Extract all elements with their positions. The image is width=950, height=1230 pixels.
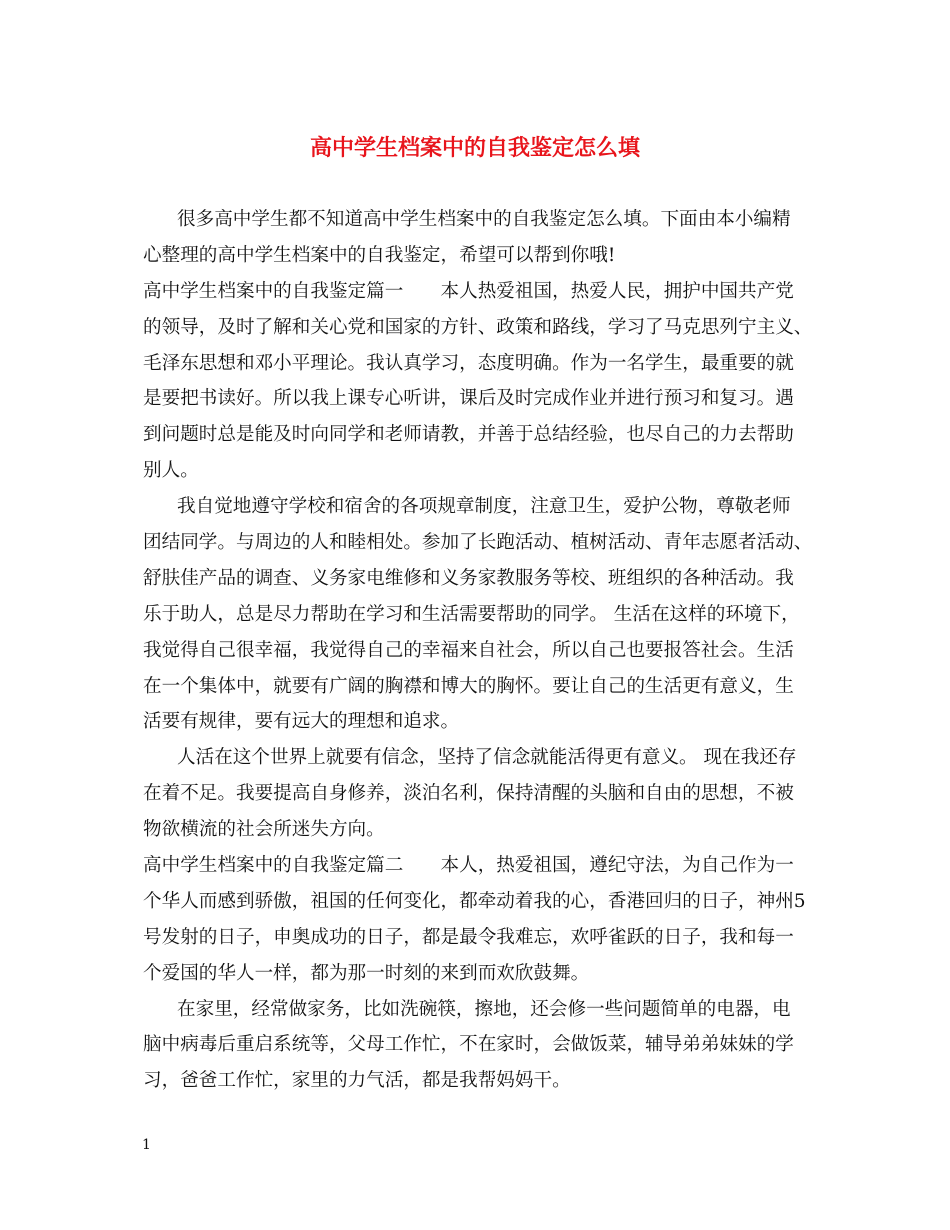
paragraph (143, 992, 823, 1100)
text-line: 舒肤佳产品的调查、义务家电维修和义务家教服务等校、班组织的各种活动。我 (143, 567, 794, 589)
text-line: 个华人而感到骄傲，祖国的任何变化，都牵动着我的心，香港回归的日子，神州5 (143, 890, 806, 912)
text-line: 高中学生档案中的自我鉴定篇二 本人，热爱祖国，遵纪守法，为自己作为一 (143, 855, 794, 877)
text-line: 毛泽东思想和邓小平理论。我认真学习，态度明确。作为一名学生，最重要的就 (143, 352, 794, 374)
paragraph (143, 848, 823, 992)
paragraph (143, 489, 823, 740)
text-line: 号发射的日子，申奥成功的日子，都是最令我难忘，欢呼雀跃的日子，我和每一 (143, 926, 794, 948)
text-line: 的领导，及时了解和关心党和国家的方针、政策和路线，学习了马克思列宁主义、 (143, 316, 813, 338)
text-line: 在着不足。我要提高自身修养，淡泊名利，保持清醒的头脑和自由的思想，不被 (143, 783, 794, 805)
document-title: 高中学生档案中的自我鉴定怎么填 (309, 135, 640, 161)
paragraph (143, 202, 823, 274)
text-line: 心整理的高中学生档案中的自我鉴定，希望可以帮到你哦! (143, 244, 616, 266)
text-line: 别人。 (143, 460, 199, 482)
text-line: 我自觉地遵守学校和宿舍的各项规章制度，注意卫生，爱护公物，尊敬老师 (177, 496, 791, 518)
text-line: 人活在这个世界上就要有信念，坚持了信念就能活得更有意义。 现在我还存 (177, 747, 797, 769)
text-line: 在一个集体中，就要有广阔的胸襟和博大的胸怀。要让自己的生活更有意义，生 (143, 675, 794, 697)
text-line: 脑中病毒后重启系统等，父母工作忙，不在家时，会做饭菜，辅导弟弟妹妹的学 (143, 1034, 794, 1056)
page-number: 1 (142, 1137, 151, 1153)
document-body (143, 202, 823, 1099)
text-line: 我觉得自己很幸福，我觉得自己的幸福来自社会，所以自己也要报答社会。生活 (143, 639, 794, 661)
text-line: 高中学生档案中的自我鉴定篇一 本人热爱祖国，热爱人民，拥护中国共产党 (143, 280, 794, 302)
text-line: 是要把书读好。所以我上课专心听讲，课后及时完成作业并进行预习和复习。遇 (143, 388, 794, 410)
text-line: 物欲横流的社会所迷失方向。 (143, 819, 385, 841)
text-line: 在家里，经常做家务，比如洗碗筷，擦地，还会修一些问题简单的电器，电 (177, 998, 791, 1020)
text-line: 到问题时总是能及时向同学和老师请教，并善于总结经验，也尽自己的力去帮助 (143, 424, 794, 446)
text-line: 很多高中学生都不知道高中学生档案中的自我鉴定怎么填。下面由本小编精 (177, 209, 791, 230)
paragraph (143, 740, 823, 848)
text-line: 习，爸爸工作忙，家里的力气活，都是我帮妈妈干。 (143, 1070, 571, 1092)
text-line: 团结同学。与周边的人和睦相处。参加了长跑活动、植树活动、青年志愿者活动、 (143, 532, 813, 554)
text-line: 乐于助人，总是尽力帮助在学习和生活需要帮助的同学。 生活在这样的环境下， (143, 603, 800, 625)
paragraph (143, 274, 823, 489)
text-line: 个爱国的华人一样，都为那一时刻的来到而欢欣鼓舞。 (143, 962, 590, 984)
text-line: 活要有规律，要有远大的理想和追求。 (143, 711, 460, 733)
